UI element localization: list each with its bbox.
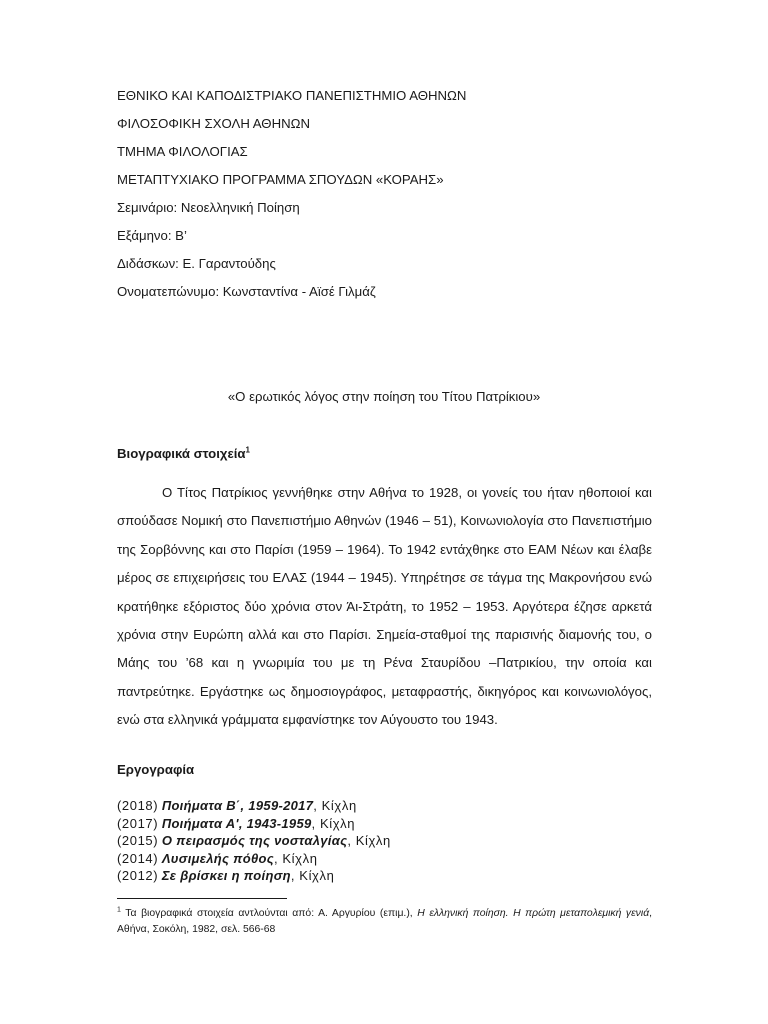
footnote-mark: 1 <box>117 906 121 914</box>
footnote-text-after: , Αθήνα, Σοκόλη, 1982, σελ. 566-68 <box>117 908 653 935</box>
work-publisher: , Κίχλη <box>311 815 356 831</box>
work-publisher: , Κίχλη <box>273 850 318 866</box>
program-name: ΜΕΤΑΠΤΥΧΙΑΚΟ ΠΡΟΓΡΑΜΜΑ ΣΠΟΥΔΩΝ «ΚΟΡΑΗΣ» <box>117 172 444 187</box>
work-publisher: , Κίχλη <box>290 868 335 883</box>
semester-line: Εξάμηνο: Β’ <box>117 228 187 243</box>
work-year: (2017) <box>117 815 159 831</box>
work-year: (2014) <box>117 850 159 866</box>
biography-heading-text: Βιογραφικά στοιχεία <box>117 446 246 461</box>
biography-paragraph: Ο Τίτος Πατρίκιος γεννήθηκε στην Αθήνα το 1928, οι γονείς του ήταν ηθοποιοί και σπούδασε Νομική στο Πανεπιστήμιο Αθηνών (1946 – 51), Κοινωνιολογία στο Πανεπιστήμιο της Σορβόννης και στο Παρίσι (1959 – 1964). Το 1942 εντάχθηκε στο ΕΑΜ Νέων και έλαβε μέρος σε επιχειρήσεις του ΕΛΑΣ (1944 – 1945). Υπηρέτησε σε τάγμα της Μακρονήσου ενώ κρατήθηκε εξόριστος δύο χρόνια στον Άι-Στράτη, το 1952 – 1953. Αργότερα έζησε αρκετά χρόνια στην Ευρώπη αλλά και στο Παρίσι. Σημεία-σταθμοί της παρισινής διαμονής του, ο Μάης του ’68 και η γνωριμία του με τη Ρένα Σταυρίδου –Πατρικίου, την οποία και παντρεύτηκε. Εργάστηκε ως δημοσιογράφος, μεταφραστής, δικηγόρος και κοινωνιολόγος, ενώ στα ελληνικά γράμματα εμφανίστηκε τον Αύγουστο του 1943. <box>117 485 652 728</box>
essay-title: «Ο ερωτικός λόγος στην ποίηση του Τίτου Πατρίκιου» <box>227 389 541 404</box>
work-title: Λυσιμελής πόθος <box>161 850 274 866</box>
list-item <box>117 850 391 868</box>
biography-heading <box>117 446 250 461</box>
instructor-line: Διδάσκων: Ε. Γαραντούδης <box>117 256 276 271</box>
footnote <box>117 906 652 938</box>
department-name: ΤΜΗΜΑ ΦΙΛΟΛΟΓΙΑΣ <box>117 144 248 159</box>
work-title: Ποιήματα Β΄, 1959-2017 <box>161 798 314 813</box>
work-year: (2018) <box>117 798 159 813</box>
footnote-book-title: Η ελληνική ποίηση. Η πρώτη μεταπολεμική γενιά <box>417 908 650 919</box>
university-name: ΕΘΝΙΚΟ ΚΑΙ ΚΑΠΟΔΙΣΤΡΙΑΚΟ ΠΑΝΕΠΙΣΤΗΜΙΟ ΑΘΗΝΩΝ <box>117 88 467 103</box>
work-title: Ο πειρασμός της νοσταλγίας <box>161 833 348 848</box>
work-year: (2012) <box>117 868 159 883</box>
footnote-reference[interactable]: 1 <box>245 445 250 455</box>
student-line: Ονοματεπώνυμο: Κωνσταντίνα - Αϊσέ Γιλμάζ <box>117 284 376 299</box>
work-title: Σε βρίσκει η ποίηση <box>161 868 291 883</box>
works-heading: Εργογραφία <box>117 762 195 777</box>
footnote-divider <box>117 898 287 899</box>
list-item <box>117 867 391 885</box>
work-publisher: , Κίχλη <box>313 798 357 813</box>
works-list <box>117 797 391 885</box>
list-item <box>117 797 391 815</box>
footnote-text-before: Τα βιογραφικά στοιχεία αντλούνται από: Α. Αργυρίου (επιμ.), <box>120 908 418 919</box>
work-publisher: , Κίχλη <box>347 833 391 848</box>
work-title: Ποιήματα Α', 1943-1959 <box>161 815 312 831</box>
school-name: ΦΙΛΟΣΟΦΙΚΗ ΣΧΟΛΗ ΑΘΗΝΩΝ <box>117 116 310 131</box>
work-year: (2015) <box>117 833 159 848</box>
list-item <box>117 815 391 833</box>
list-item <box>117 832 391 850</box>
seminar-line: Σεμινάριο: Νεοελληνική Ποίηση <box>117 200 300 215</box>
